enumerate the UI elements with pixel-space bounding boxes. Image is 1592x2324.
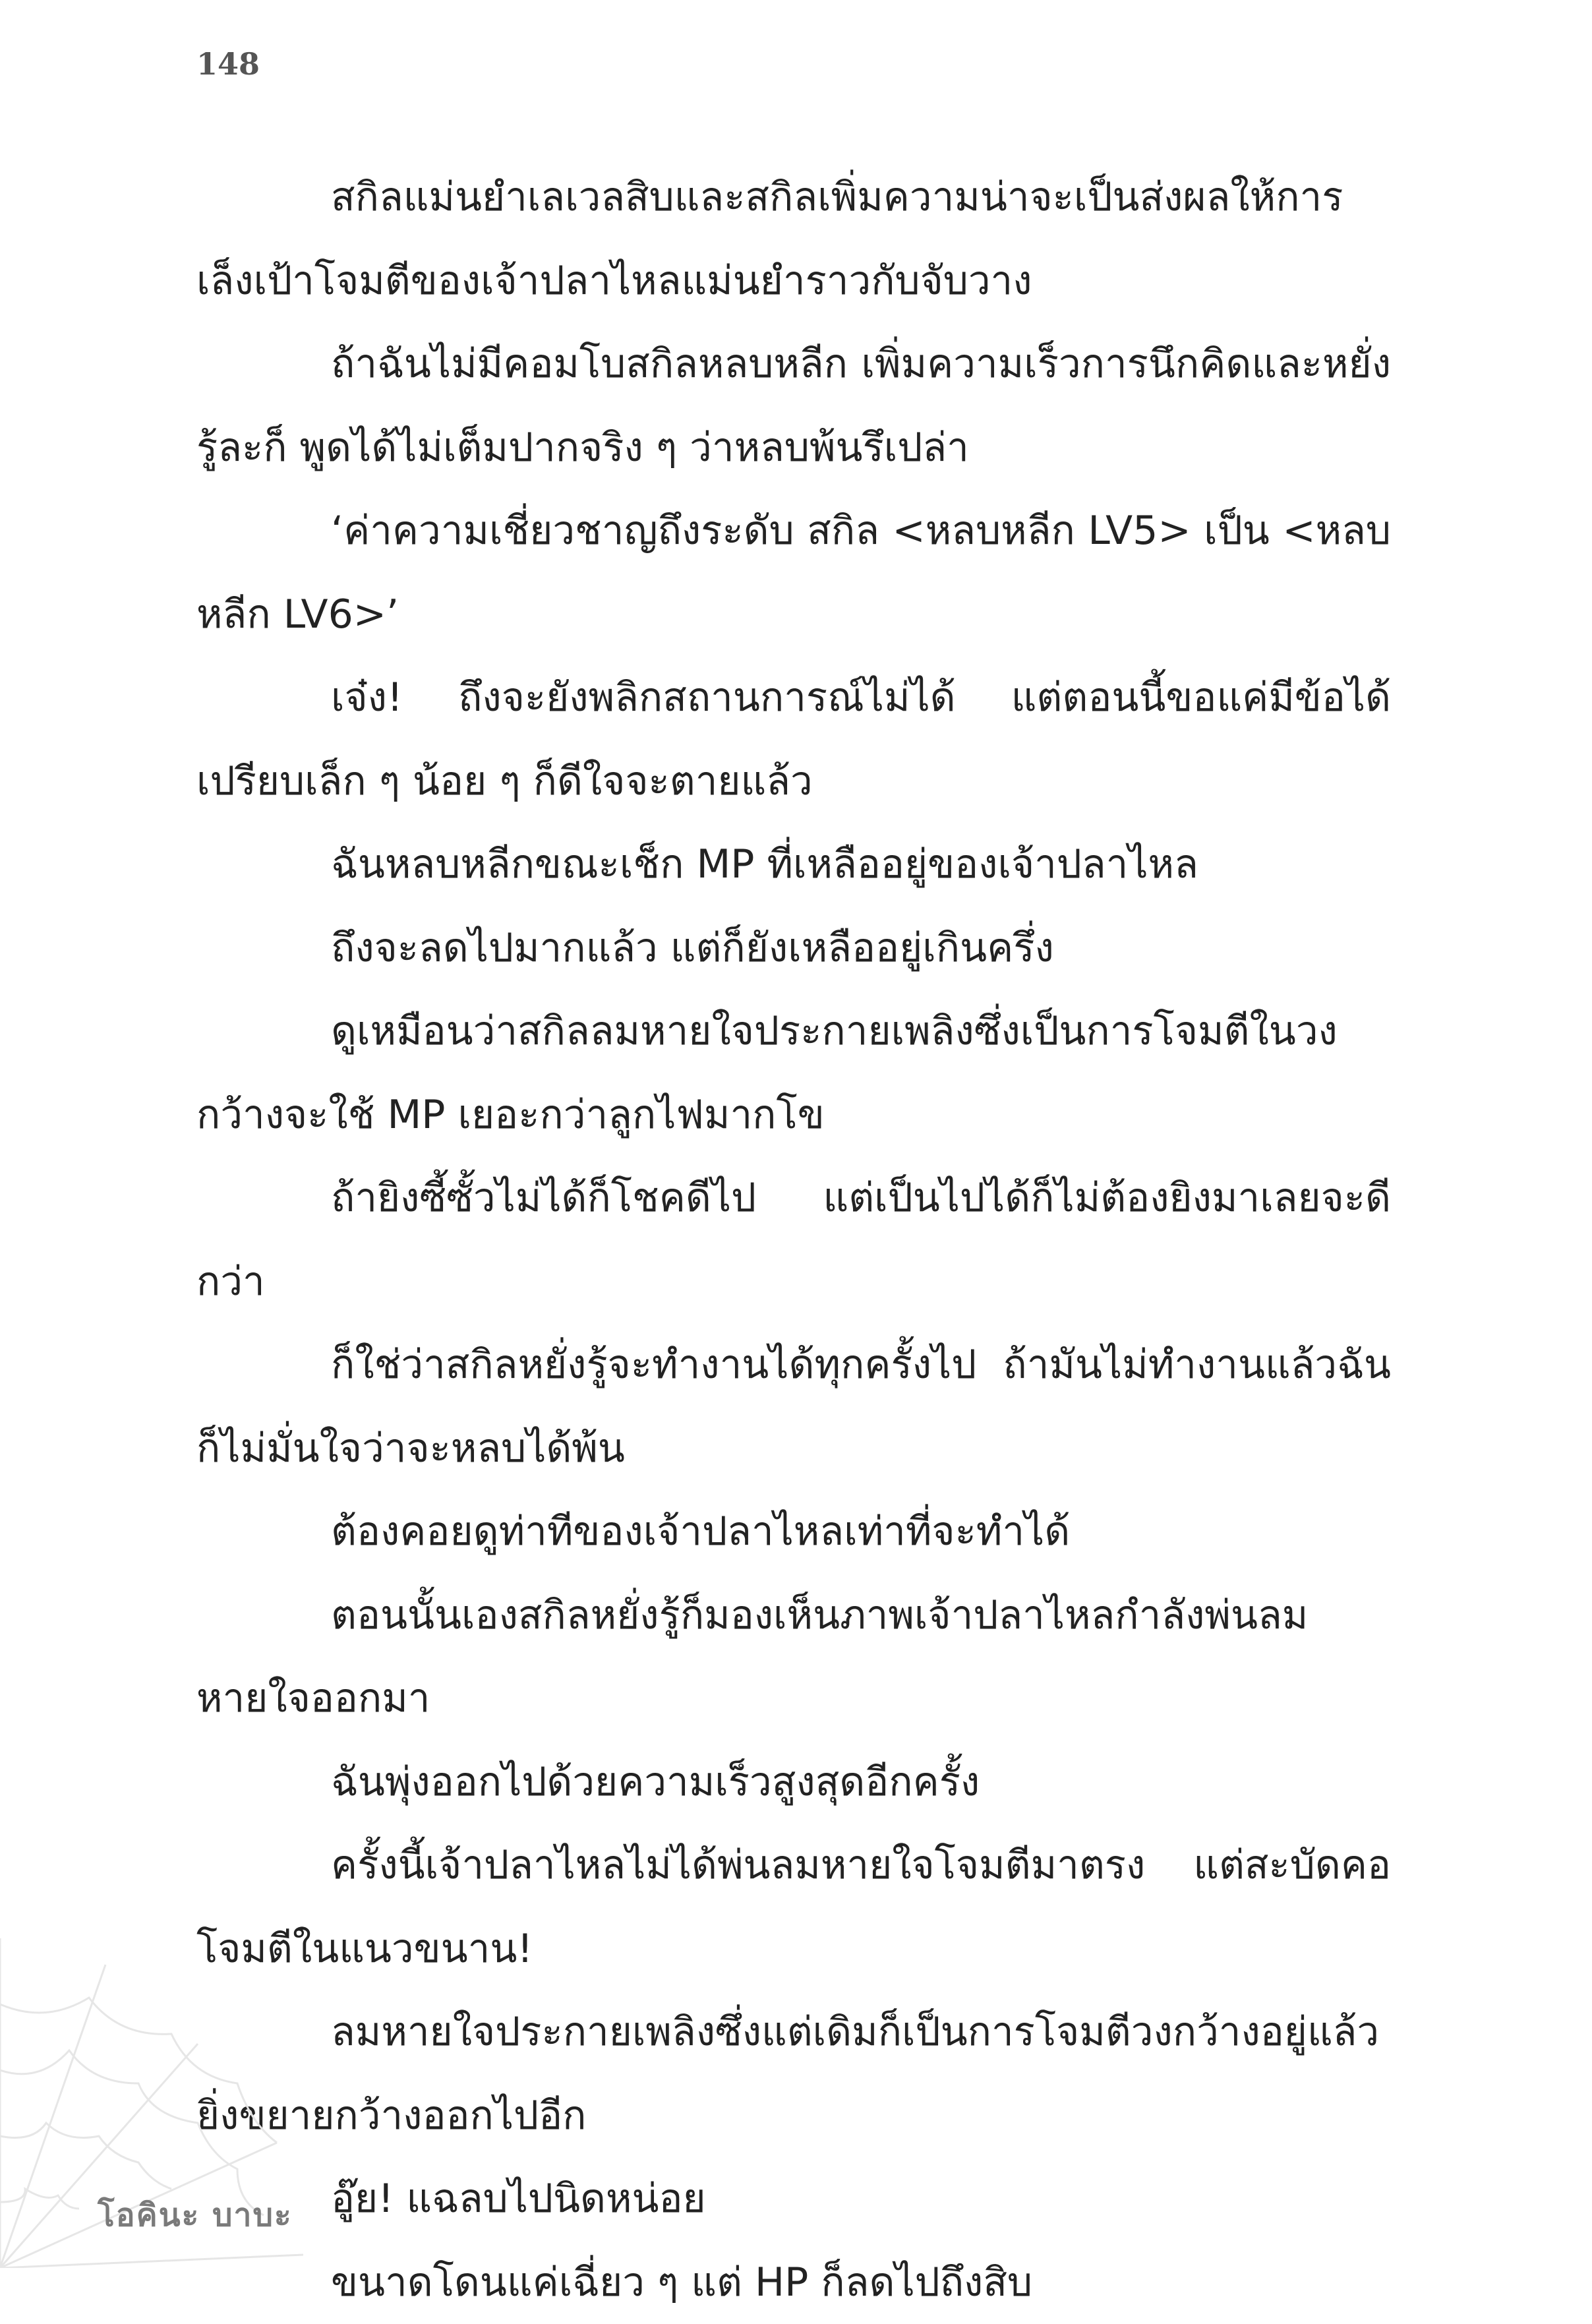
- paragraph: ถึงจะลดไปมากแล้ว แต่ก็ยังเหลืออยู่เกินครึ่ง: [196, 907, 1391, 990]
- paragraph: ฉันพุ่งออกไปด้วยความเร็วสูงสุดอีกครั้ง: [196, 1741, 1391, 1824]
- page-number: 148: [196, 46, 260, 82]
- paragraph: อู๊ย! แฉลบไปนิดหน่อย: [196, 2157, 1391, 2241]
- paragraph: ถ้าฉันไม่มีคอมโบสกิลหลบหลีก เพิ่มความเร็วการนึกคิดและหยั่งรู้ละก็ พูดได้ไม่เต็มปากจริง ๆ ว่าหลบพ้นรึเปล่า: [196, 322, 1391, 489]
- footer-author: โอคินะ บาบะ: [98, 2190, 293, 2240]
- paragraph: ครั้งนี้เจ้าปลาไหลไม่ได้พ่นลมหายใจโจมตีมาตรง แต่สะบัดคอโจมตีในแนวขนาน!: [196, 1824, 1391, 1990]
- paragraph: ก็ใช่ว่าสกิลหยั่งรู้จะทำงานได้ทุกครั้งไป ถ้ามันไม่ทำงานแล้วฉันก็ไม่มั่นใจว่าจะหลบได้พ้น: [196, 1323, 1391, 1490]
- paragraph: ถ้ายิงซี้ซั้วไม่ได้ก็โชคดีไป แต่เป็นไปได้ก็ไม่ต้องยิงมาเลยจะดีกว่า: [196, 1156, 1391, 1323]
- paragraph: ดูเหมือนว่าสกิลลมหายใจประกายเพลิงซึ่งเป็นการโจมตีในวงกว้างจะใช้ MP เยอะกว่าลูกไฟมากโข: [196, 990, 1391, 1156]
- paragraph: ตอนนั้นเองสกิลหยั่งรู้ก็มองเห็นภาพเจ้าปลาไหลกำลังพ่นลมหายใจออกมา: [196, 1574, 1391, 1741]
- paragraph: ขนาดโดนแค่เฉี่ยว ๆ แต่ HP ก็ลดไปถึงสิบ: [196, 2241, 1391, 2324]
- paragraph: ต้องคอยดูท่าทีของเจ้าปลาไหลเท่าที่จะทำได้: [196, 1490, 1391, 1574]
- paragraph: สกิลแม่นยำเลเวลสิบและสกิลเพิ่มความน่าจะเป็นส่งผลให้การเล็งเป้าโจมตีของเจ้าปลาไหลแม่นยำราวกับจับวาง: [196, 156, 1391, 322]
- paragraph: ‘ค่าความเชี่ยวชาญถึงระดับ สกิล <หลบหลีก LV5> เป็น <หลบหลีก LV6>’: [196, 489, 1391, 656]
- body-text: [196, 156, 1391, 2324]
- paragraph: ฉันหลบหลีกขณะเช็ก MP ที่เหลืออยู่ของเจ้าปลาไหล: [196, 823, 1391, 907]
- paragraph: เจ๋ง! ถึงจะยังพลิกสถานการณ์ไม่ได้ แต่ตอนนี้ขอแค่มีข้อได้เปรียบเล็ก ๆ น้อย ๆ ก็ดีใจจะตายแล้ว: [196, 656, 1391, 823]
- paragraph: ลมหายใจประกายเพลิงซึ่งแต่เดิมก็เป็นการโจมตีวงกว้างอยู่แล้ว ยิ่งขยายกว้างออกไปอีก: [196, 1990, 1391, 2157]
